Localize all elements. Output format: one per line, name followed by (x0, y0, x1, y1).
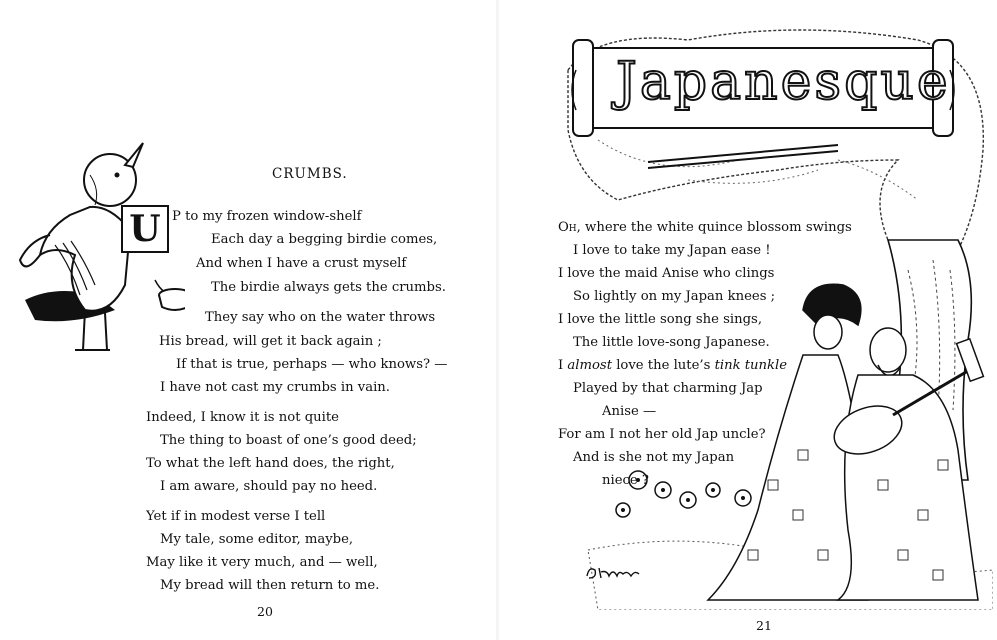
poem-line: I love the little song she sings, (558, 312, 763, 327)
poem-line: So lightly on my Japan knees ; (573, 289, 776, 304)
poem-line: P to my frozen window-shelf (172, 209, 362, 224)
poem-line: I love the maid Anise who clings (558, 266, 775, 281)
poem-line: The little love-song Japanese. (573, 335, 770, 350)
poem-line: I love to take my Japan ease ! (573, 243, 771, 258)
poem-line: His bread, will get it back again ; (159, 334, 382, 349)
poem-line: My bread will then return to me. (160, 578, 380, 593)
poem-title: CRUMBS. (272, 166, 348, 182)
poem-line: If that is true, perhaps — who knows? — (176, 357, 448, 372)
artist-signature (583, 562, 643, 584)
poem-line: Indeed, I know it is not quite (146, 410, 339, 425)
poem-line: The thing to boast of one’s good deed; (160, 433, 417, 448)
page-number: 21 (756, 618, 772, 633)
poem-line: I am aware, should pay no heed. (160, 479, 378, 494)
poem-line: My tale, some editor, maybe, (160, 532, 354, 547)
poem-line: I have not cast my crumbs in vain. (160, 380, 390, 395)
drop-cap: U (121, 205, 169, 253)
poem-line: To what the left hand does, the right, (146, 456, 395, 471)
poem-line: And when I have a crust myself (196, 256, 407, 271)
poem-line: Played by that charming Jap (573, 381, 763, 396)
page-number: 20 (257, 604, 273, 619)
poem-line: Each day a begging birdie comes, (211, 232, 438, 247)
right-page (498, 0, 997, 640)
poem-line: I almost love the lute’s tink tunkle (558, 358, 788, 373)
poem-line: Oh, where the white quince blossom swings (558, 220, 852, 235)
poem-line: For am I not her old Jap uncle? (558, 427, 766, 442)
first-word: Oh, (558, 220, 581, 235)
poem-line: The birdie always gets the crumbs. (211, 280, 446, 295)
poem-line: niece ? (602, 473, 649, 488)
poem-line: Anise — (602, 404, 657, 419)
poem-line: May like it very much, and — well, (146, 555, 378, 570)
poem-line: They say who on the water throws (205, 310, 436, 325)
poem-line: Yet if in modest verse I tell (146, 509, 326, 524)
banner-title: Japanesque (616, 52, 951, 112)
left-page (0, 0, 498, 640)
poem-line: And is she not my Japan (573, 450, 735, 465)
